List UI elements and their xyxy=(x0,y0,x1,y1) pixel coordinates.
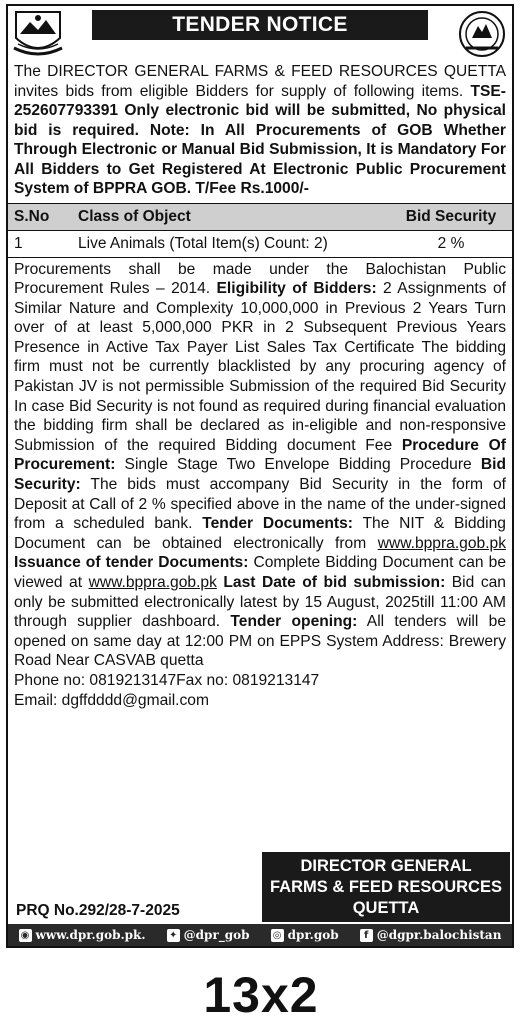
cell-class: Live Animals (Total Item(s) Count: 2) xyxy=(72,230,390,257)
table-row xyxy=(8,230,512,257)
body-text-2: 2 Assignments of Similar Nature and Complexity 10,000,000 in Previous 2 Years Turn over of at least 5,000,000 PKR in 2 Subsequent Previous Years Presence in Active Tax Payer List Sales Tax Certificate The bidding firm must not be currently blacklisted by any procuring agency of Pakistan JV is not permissible Submission of the required Bid Security In case Bid Security is not found as required during financial evaluation the bidding firm shall be declared as in-eligible and non-responsive Submission of the required Bidding document Fee xyxy=(14,280,506,454)
eligibility-heading: Eligibility of Bidders: xyxy=(216,280,377,298)
signatory-line-3: QUETTA xyxy=(352,899,420,917)
cell-bid-security: 2 % xyxy=(390,230,512,257)
tender-opening-heading: Tender opening: xyxy=(230,613,358,631)
social-facebook[interactable] xyxy=(360,928,502,942)
phone-fax: Phone no: 0819213147Fax no: 0819213147 xyxy=(14,671,320,689)
social-instagram[interactable] xyxy=(271,928,339,942)
bppra-link-2[interactable]: www.bppra.gob.pk xyxy=(88,574,217,591)
last-date-heading: Last Date of bid submission: xyxy=(216,574,446,591)
page-title: TENDER NOTICE xyxy=(92,10,428,40)
facebook-icon: f xyxy=(360,929,373,942)
table-header-row xyxy=(8,203,512,230)
signatory-line-2: FARMS & FEED RESOURCES xyxy=(270,878,502,896)
procedure-heading: Procedure Of Procurement: xyxy=(14,436,506,474)
header-class: Class of Object xyxy=(72,203,390,230)
body-text-5: The NIT & Bidding Document can be obtained electronically from xyxy=(14,515,506,552)
balochistan-government-emblem-icon xyxy=(10,8,66,60)
tender-notice xyxy=(6,4,514,948)
header-sno: S.No xyxy=(8,203,72,230)
social-instagram-text: dpr.gob xyxy=(287,928,339,942)
intro-text: The DIRECTOR GENERAL FARMS & FEED RESOURCES QUETTA invites bids from eligible Bidders for supply of following items. xyxy=(14,63,506,100)
ad-size-label: 13x2 xyxy=(203,967,319,1023)
social-website[interactable] xyxy=(19,928,146,942)
globe-icon: ◉ xyxy=(19,929,32,942)
social-facebook-text: @dgpr.balochistan xyxy=(376,928,502,942)
twitter-icon: ✦ xyxy=(167,929,180,942)
social-twitter[interactable] xyxy=(167,928,250,942)
bppra-link-1[interactable]: www.bppra.gob.pk xyxy=(377,534,506,552)
intro-bold-text: TSE-252607793391 Only electronic bid will be submitted, No physical bid is required. Note: In All Procurements of GOB Whether Through Electronic or Manual Bid Submission, It is Mandatory For All Bidders to Get Registered At Electronic Public Procurement System of BPPRA GOB. T/Fee Rs.1000/- xyxy=(14,82,506,197)
body-text-6: Complete Bidding Document can be viewed at xyxy=(14,554,506,591)
body-text-4: The bids must accompany Bid Security in the form of Deposit at Call of 2 % specified above in the name of the under-signed from a scheduled bank. xyxy=(14,476,506,533)
signatory-line-1: DIRECTOR GENERAL xyxy=(300,857,472,875)
body-text-8: All tenders will be opened on same day at 12:00 PM on EPPS System Address: Brewery Road Near CASVAB quetta xyxy=(14,613,506,670)
footer xyxy=(8,850,512,946)
social-website-text: www.dpr.gob.pk. xyxy=(35,928,146,942)
bid-security-heading: Bid Security: xyxy=(14,456,506,494)
body-text-3: Single Stage Two Envelope Bidding Procedure xyxy=(115,456,481,474)
prq-number: PRQ No.292/28-7-2025 xyxy=(16,902,180,919)
header-bid-security: Bid Security xyxy=(390,203,512,230)
email: Email: dgffdddd@gmail.com xyxy=(14,691,209,709)
intro-paragraph xyxy=(8,62,512,199)
signatory-box xyxy=(262,852,510,922)
header xyxy=(8,6,512,64)
body-text-1: Procurements shall be made under the Balochistan Public Procurement Rules – 2014. xyxy=(14,260,506,298)
social-twitter-text: @dpr_gob xyxy=(183,928,250,942)
issuance-heading: Issuance of tender Documents: xyxy=(14,554,249,572)
social-bar xyxy=(8,924,512,946)
body-paragraph xyxy=(8,258,512,671)
items-table xyxy=(8,203,512,258)
instagram-icon: ◎ xyxy=(271,929,284,942)
cell-sno: 1 xyxy=(8,230,72,257)
body-text-7: Bid can only be submitted electronically latest by 15 August, 2025till 11:00 AM through supplier dashboard. xyxy=(14,574,506,631)
contact-block xyxy=(8,671,512,710)
bppra-seal-icon xyxy=(454,8,510,60)
tender-documents-heading: Tender Documents: xyxy=(202,515,353,533)
